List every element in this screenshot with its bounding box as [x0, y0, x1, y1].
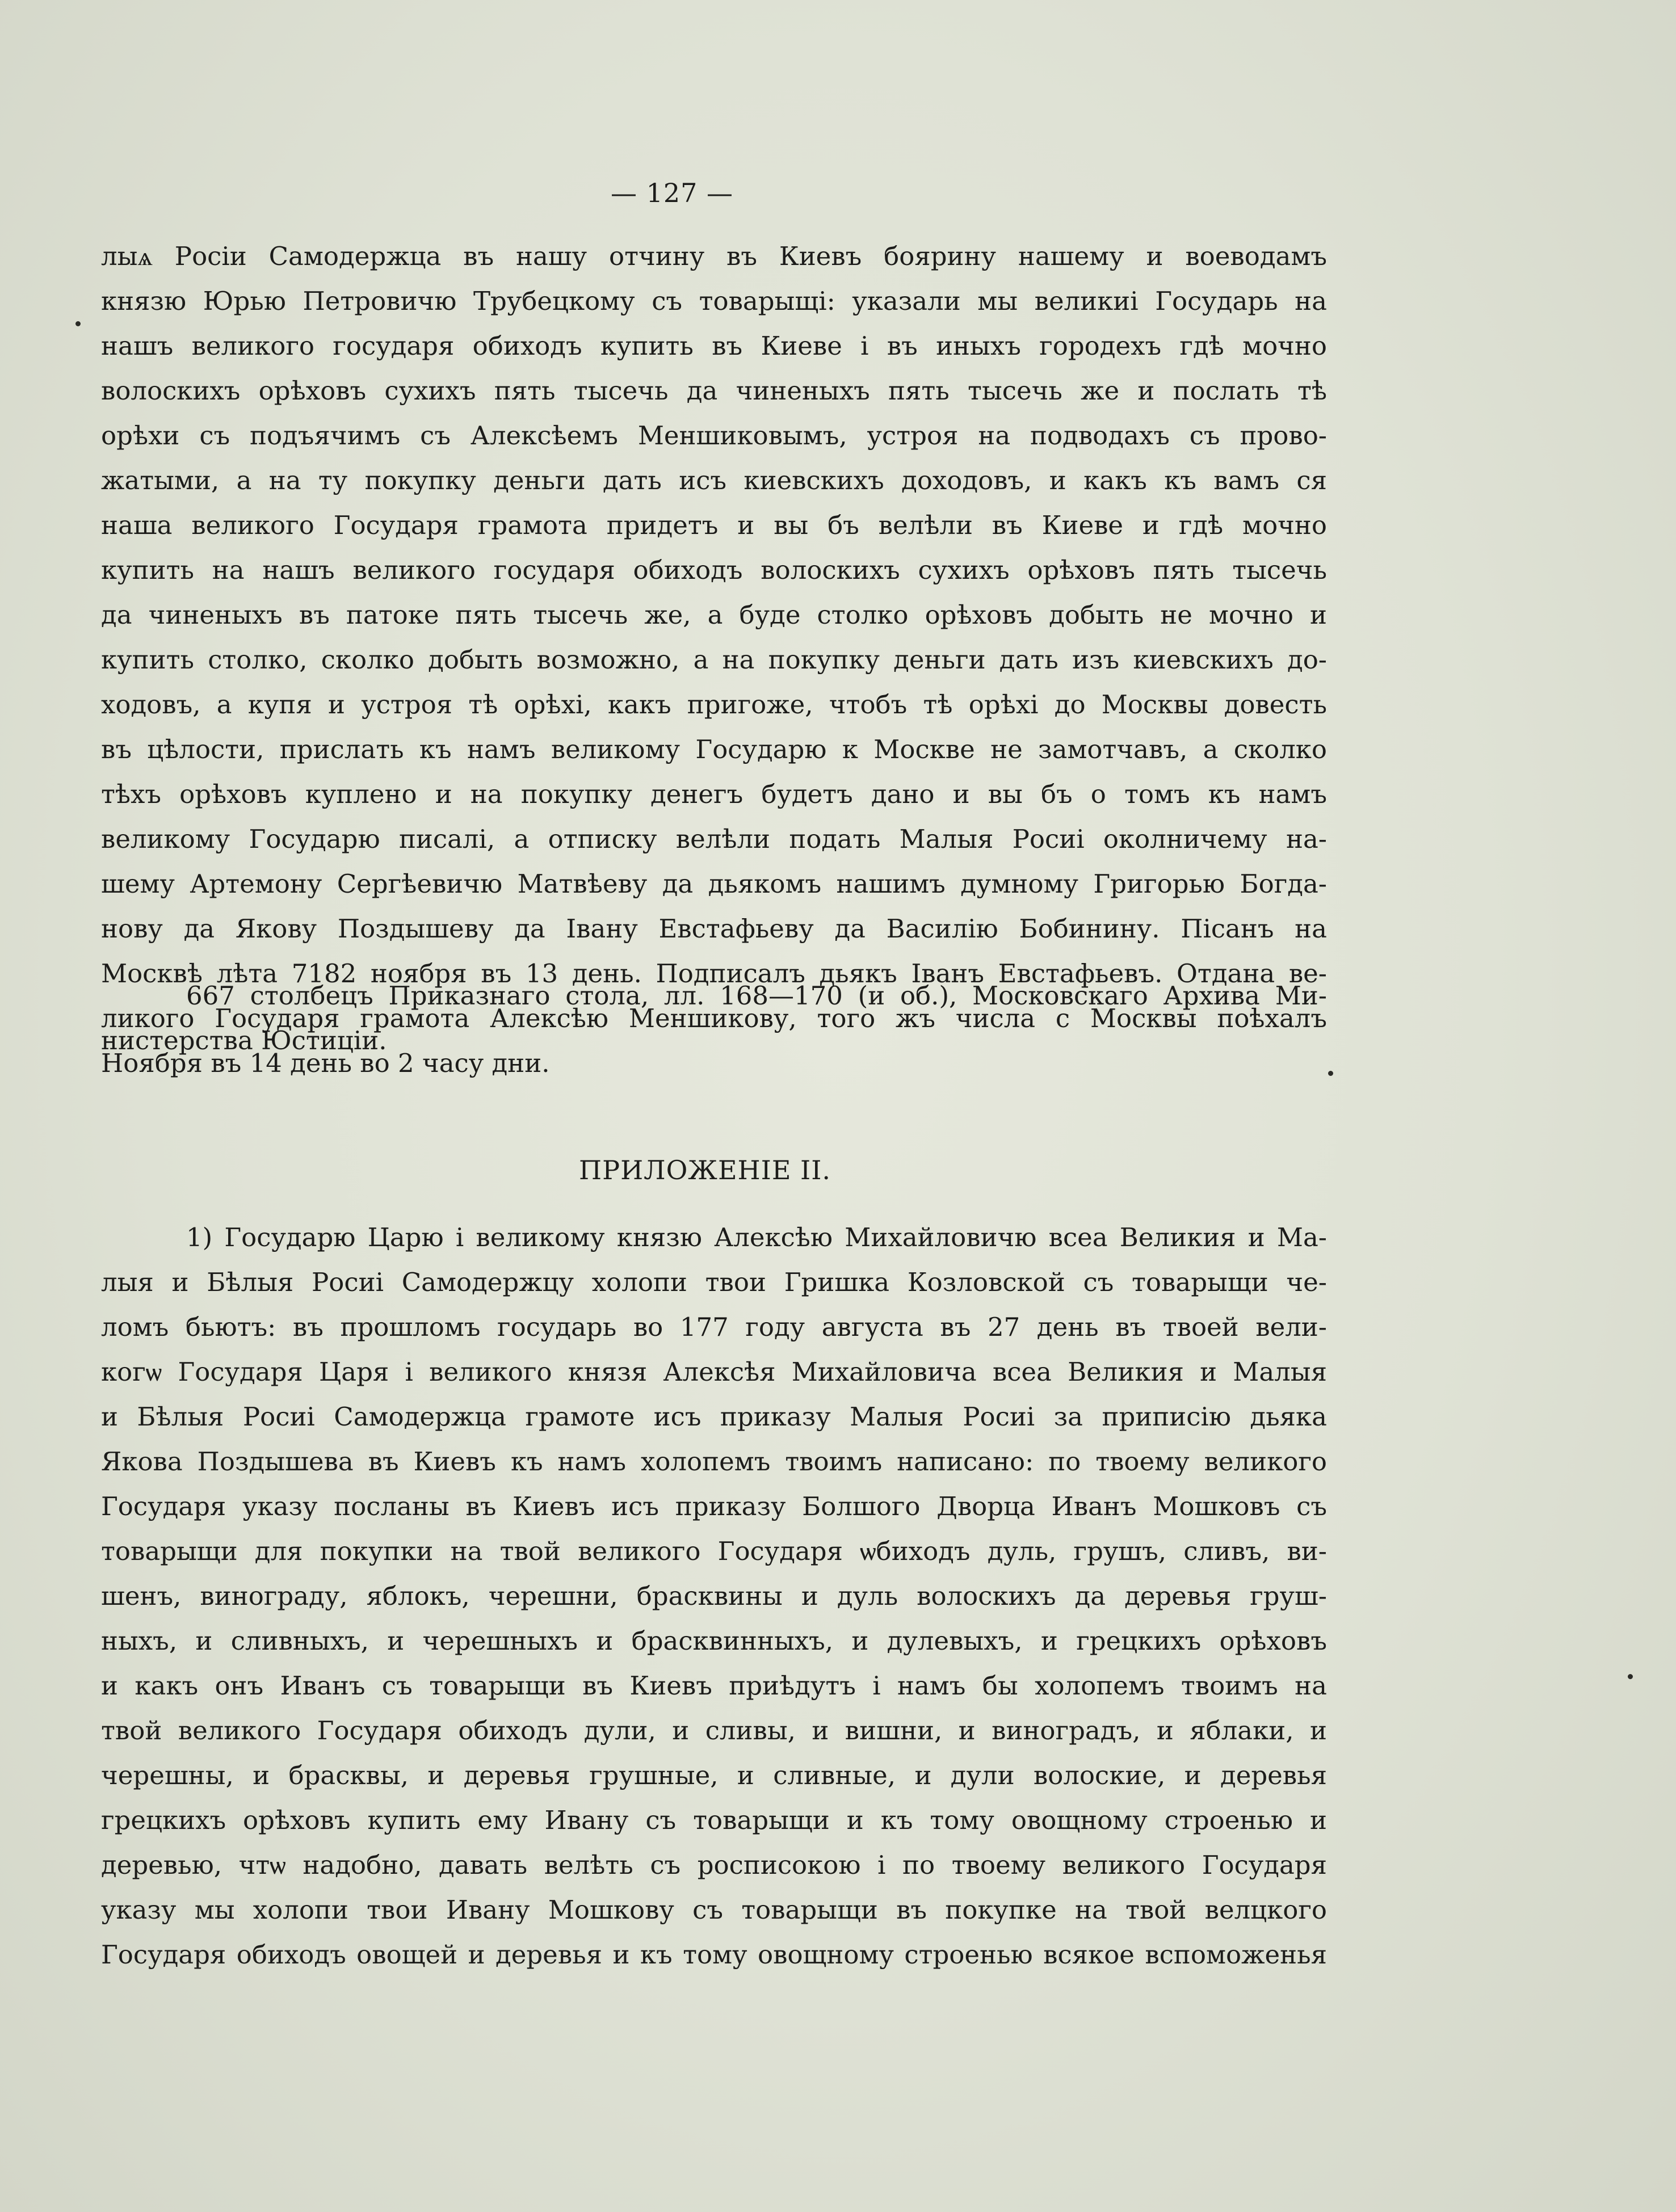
- body-line: волоскихъ орѣховъ сухихъ пять тысечь да чиненыхъ пять тысечь же и послать тѣ: [101, 376, 1327, 406]
- appendix-line: ломъ бьютъ: въ прошломъ государь во 177 году августа въ 27 день въ твоей вели-: [101, 1312, 1327, 1342]
- body-line: тѣхъ орѣховъ куплено и на покупку денегъ будетъ дано и вы бъ о томъ къ намъ: [101, 779, 1327, 809]
- appendix-line: и Бѣлыя Росиі Самодержца грамоте исъ приказу Малыя Росиі за приписію дьяка: [101, 1402, 1327, 1432]
- appendix-body: [101, 1215, 1327, 1977]
- body-line: да чиненыхъ въ патоке пять тысечь же, а буде столко орѣховъ добыть не мочно и: [101, 600, 1327, 630]
- body-line: нашъ великого государя обиходъ купить въ Киеве і въ иныхъ городехъ гдѣ мочно: [101, 331, 1327, 361]
- appendix-line: когѡ Государя Царя і великого князя Алексѣя Михайловича всеа Великия и Малыя: [101, 1357, 1327, 1387]
- body-line: жатыми, а на ту покупку деньги дать исъ киевскихъ доходовъ, и какъ къ вамъ ся: [101, 465, 1327, 495]
- appendix-line: ныхъ, и сливныхъ, и черешныхъ и брасквинныхъ, и дулевыхъ, и грецкихъ орѣховъ: [101, 1626, 1327, 1656]
- body-line: купить на нашъ великого государя обиходъ волоскихъ сухихъ орѣховъ пять тысечь: [101, 555, 1327, 585]
- appendix-line: деревью, чтѡ надобно, давать велѣть съ росписокою і по твоему великого Государя: [101, 1850, 1327, 1880]
- appendix-line: и какъ онъ Иванъ съ товарыщи въ Киевъ приѣдутъ і намъ бы холопемъ твоимъ на: [101, 1671, 1327, 1701]
- appendix-line: Государя указу посланы въ Киевъ исъ приказу Болшого Дворца Иванъ Мошковъ съ: [101, 1491, 1327, 1521]
- source-note-line: нистерства Юстиціи.: [101, 1025, 387, 1055]
- appendix-line: грецкихъ орѣховъ купить ему Ивану съ товарыщи и къ тому овощному строенью и: [101, 1805, 1327, 1835]
- print-speck: [75, 321, 81, 326]
- body-line: въ цѣлости, прислать къ намъ великому Государю к Москве не замотчавъ, а сколко: [101, 734, 1327, 764]
- print-speck: [1628, 1674, 1633, 1679]
- appendix-line: лыя и Бѣлыя Росиі Самодержцу холопи твои Гришка Козловской съ товарыщи че-: [101, 1267, 1327, 1297]
- appendix-line: 1) Государю Царю і великому князю Алексѣю Михайловичю всеа Великия и Ма-: [186, 1222, 1327, 1252]
- source-note-line: 667 столбецъ Приказнаго стола, лл. 168—170 (и об.), Московскаго Архива Ми-: [186, 981, 1327, 1011]
- appendix-line: шенъ, винограду, яблокъ, черешни, брасквины и дуль волоскихъ да деревья груш-: [101, 1581, 1327, 1611]
- body-line: Ноября въ 14 день во 2 часу дни.: [101, 1048, 550, 1078]
- body-line: шему Артемону Сергѣевичю Матвѣеву да дьякомъ нашимъ думному Григорью Богда-: [101, 869, 1327, 899]
- body-line: купить столко, сколко добыть возможно, а на покупку деньги дать изъ киевскихъ до-: [101, 645, 1327, 675]
- body-line: Москвѣ лѣта 7182 ноября въ 13 день. Подписалъ дьякъ Іванъ Евстафьевъ. Отдана ве-: [101, 958, 1327, 989]
- appendix-line: товарыщи для покупки на твой великого Государя ѡбиходъ дуль, грушъ, сливъ, ви-: [101, 1536, 1327, 1566]
- body-line: нову да Якову Поздышеву да Івану Евстафьеву да Василію Бобинину. Пісанъ на: [101, 914, 1327, 944]
- appendix-line: твой великого Государя обиходъ дули, и сливы, и вишни, и виноградъ, и яблаки, и: [101, 1715, 1327, 1746]
- body-line: лыѧ Росіи Самодержца въ нашу отчину въ Киевъ боярину нашему и воеводамъ: [101, 241, 1327, 271]
- body-line: наша великого Государя грамота придетъ и вы бъ велѣли въ Киеве и гдѣ мочно: [101, 510, 1327, 540]
- source-note: [101, 973, 1327, 1063]
- body-line: великому Государю писалі, а отписку велѣли подать Малыя Росиі околничему на-: [101, 824, 1327, 854]
- page-number: — 127 —: [611, 178, 734, 208]
- appendix-line: указу мы холопи твои Ивану Мошкову съ товарыщи въ покупке на твой велцкого: [101, 1895, 1327, 1925]
- print-speck: [1328, 1071, 1333, 1076]
- body-line: князю Юрью Петровичю Трубецкому съ товарыщі: указали мы великиі Государь на: [101, 286, 1327, 316]
- body-line: орѣхи съ подъячимъ съ Алексѣемъ Меншиковымъ, устроя на подводахъ съ прово-: [101, 420, 1327, 451]
- letter-body: [101, 234, 1327, 1086]
- appendix-heading: ПРИЛОЖЕНІЕ II.: [579, 1155, 831, 1185]
- appendix-line: Якова Поздышева въ Киевъ къ намъ холопемъ твоимъ написано: по твоему великого: [101, 1446, 1327, 1477]
- body-line: ходовъ, а купя и устроя тѣ орѣхі, какъ пригоже, чтобъ тѣ орѣхі до Москвы довесть: [101, 689, 1327, 720]
- appendix-line: Государя обиходъ овощей и деревья и къ тому овощному строенью всякое вспоможенья: [101, 1940, 1327, 1970]
- body-line: ликого Государя грамота Алексѣю Меншикову, того жъ числа с Москвы поѣхалъ: [101, 1003, 1327, 1033]
- appendix-line: черешны, и брасквы, и деревья грушные, и сливные, и дули волоские, и деревья: [101, 1760, 1327, 1790]
